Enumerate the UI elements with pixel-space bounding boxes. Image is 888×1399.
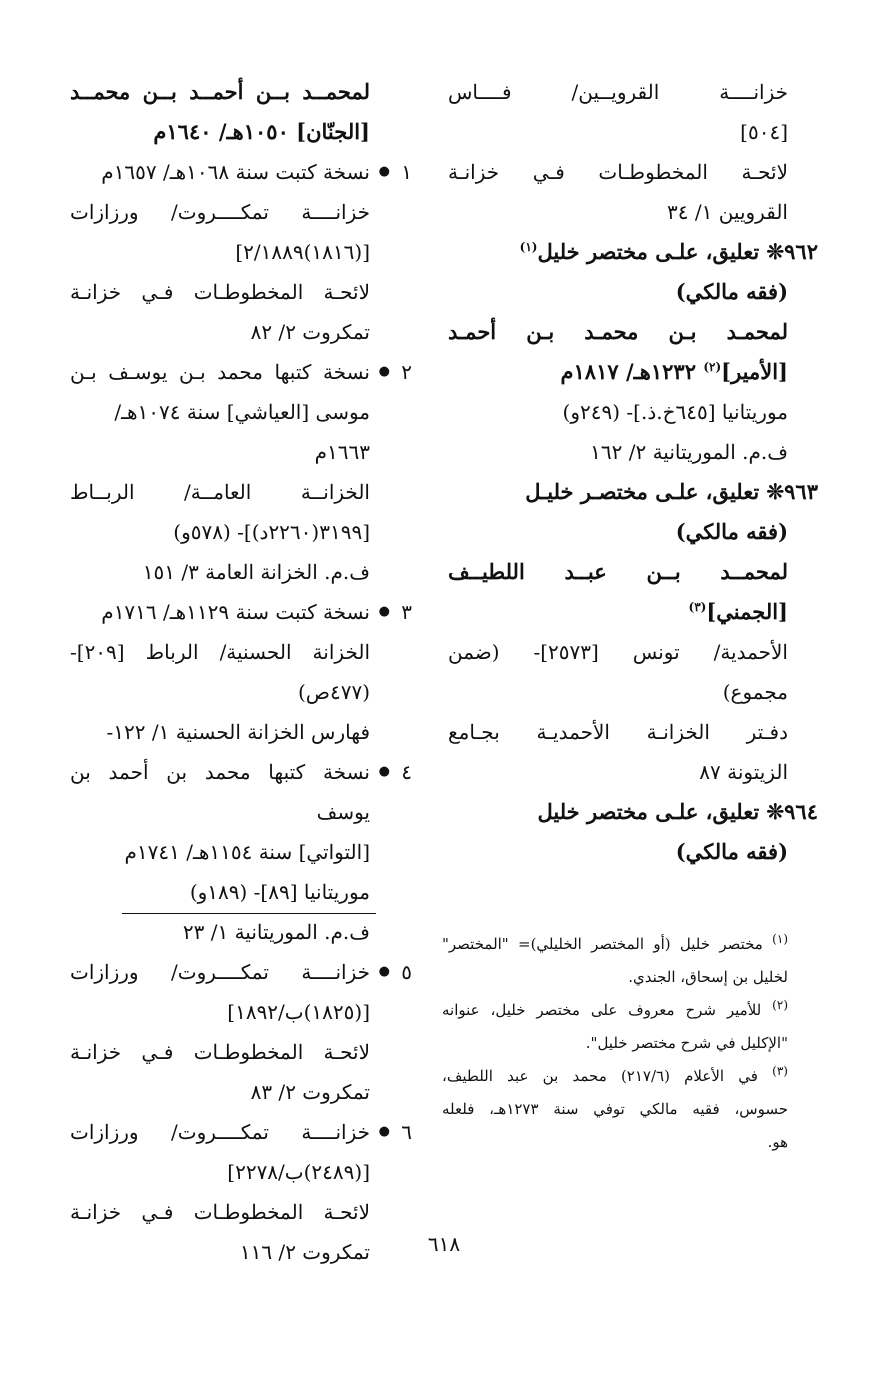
author-name: [الجمني] (706, 599, 788, 624)
line-text: موريتانيا [٨٩]- (١٨٩و) (189, 880, 370, 904)
item-number: ٢ (401, 360, 412, 384)
line-text: [(٢٤٨٩)ب/٢٢٧٨] (227, 1160, 370, 1184)
footnote-mark: (٢) (772, 998, 788, 1012)
text-line (70, 232, 370, 272)
footnote-line (442, 1126, 788, 1159)
line-text: [٣١٩٩(٢٢٦٠د)]- (٥٧٨و) (173, 520, 370, 544)
line-text: نسخة كتبت سنة ١١٢٩هـ/ ١٧١٦م (101, 600, 370, 624)
asterisk-icon: ❊ (766, 479, 785, 504)
bullet-icon: ● (378, 604, 390, 619)
bullet-icon: ● (378, 164, 390, 179)
text-line (70, 1192, 370, 1232)
list-item (70, 752, 412, 952)
footnote-text: هو. (767, 1133, 788, 1151)
text-line (70, 352, 412, 392)
asterisk-icon: ❊ (766, 239, 785, 264)
entry-number: ٩٦٢ (784, 239, 818, 264)
line-text: [(١٨١٦)٢/١٨٨٩] (235, 240, 370, 264)
line-text: الخزانــة العامــة/ الربــاط (70, 480, 370, 504)
right-column (448, 72, 818, 872)
footnote-line (442, 928, 788, 961)
item-number: ٥ (401, 960, 412, 984)
text-line (70, 152, 412, 192)
line-text: موسى [العياشي] سنة ١٠٧٤هـ/ (114, 400, 370, 424)
text-line (70, 592, 412, 632)
footnote-ref: (٣) (688, 600, 707, 614)
text-line (70, 1112, 412, 1152)
entry-location: الأحمدية/ تونس [٢٥٧٣]- (ضمن (448, 640, 788, 664)
line-text: (٤٧٧ص) (297, 680, 370, 704)
entry-reference: دفـتر الخزانـة الأحمديـة بجـامع (448, 720, 788, 744)
entry-title: تعليق، علـى مختصـر خليـل (525, 479, 760, 504)
entry-subject: (فقه مالكي) (675, 279, 788, 304)
footnote-mark: (٣) (772, 1064, 788, 1078)
entry-reference: الزيتونة ٨٧ (699, 760, 788, 784)
entry-subject: (فقه مالكي) (675, 839, 788, 864)
footnote-line (442, 1093, 788, 1126)
footnote-list (442, 928, 788, 1159)
text-line: القرويين ١/ ٣٤ (667, 200, 788, 224)
line-text: نسخة كتبها محمد بن أحمد بن يوسف (70, 760, 370, 824)
entry-subject: (فقه مالكي) (675, 519, 788, 544)
entry-962-heading (478, 232, 818, 272)
list-item (70, 352, 412, 592)
line-text: الخزانة الحسنية/ الرباط [٢٠٩]- (70, 640, 370, 664)
footnote-ref: (٢) (703, 360, 722, 374)
line-text: ١٦٦٣م (314, 440, 370, 464)
footnote-ref: (١) (519, 240, 538, 254)
text-line (70, 712, 370, 752)
list-item (70, 592, 412, 752)
text-line (70, 432, 370, 472)
author-dates: ١٢٣٢هـ/ ١٨١٧م (560, 359, 704, 384)
entry-number: ٩٦٣ (784, 479, 818, 504)
text-line (70, 512, 370, 552)
text-line (70, 392, 370, 432)
footnote-line (442, 994, 788, 1027)
entry-author-name (448, 592, 788, 632)
footnote-text: لخليل بن إسحاق، الجندي. (628, 968, 788, 986)
line-text: ف.م. الخزانة العامة ٣/ ١٥١ (142, 560, 370, 584)
entry-author: لمحمــد بــن أحمــد بــن محمــد (70, 79, 370, 104)
asterisk-icon: ❊ (766, 799, 785, 824)
item-number: ٣ (401, 600, 412, 624)
entry-author: لمحمــد بــن عبــد اللطيــف (448, 559, 788, 584)
text-line (70, 952, 412, 992)
line-text: [(١٨٢٥)ب/١٨٩٢] (227, 1000, 370, 1024)
item-number: ٦ (401, 1120, 412, 1144)
text-line (70, 992, 370, 1032)
bullet-icon: ● (378, 364, 390, 379)
line-text: لائحـة المخطوطـات فـي خزانـة (70, 1200, 370, 1224)
entry-number: ٩٦٤ (784, 799, 818, 824)
entry-reference: ف.م. الموريتانية ٢/ ١٦٢ (590, 440, 788, 464)
author-name: [الأمير] (721, 359, 788, 384)
item-number: ٤ (401, 760, 412, 784)
text-line (70, 872, 370, 912)
footnote-text: للأمير شرح معروف على مختصر خليل، عنوانه (442, 1001, 762, 1019)
line-text: [التواتي] سنة ١١٥٤هـ/ ١٧٤١م (124, 840, 370, 864)
entry-963-heading (478, 472, 818, 512)
line-text: تمكروت ٢/ ١١٦ (239, 1240, 370, 1264)
text-line (70, 632, 370, 672)
line-text: ف.م. الموريتانية ١/ ٢٣ (182, 920, 370, 944)
footnotes (442, 928, 788, 1159)
footnote-text: مختصر خليل (أو المختصر الخليلي)= "المختصر" (442, 935, 763, 953)
line-text: نسخة كتبت سنة ١٠٦٨هـ/ ١٦٥٧م (101, 160, 370, 184)
text-line (70, 672, 370, 712)
text-line (70, 752, 412, 832)
footnote-mark: (١) (772, 932, 788, 946)
line-text: تمكروت ٢/ ٨٣ (250, 1080, 370, 1104)
footnote-line (442, 961, 788, 994)
entry-964-heading (478, 792, 818, 832)
entry-author: لمحمـد بـن محمـد بـن أحمـد (448, 319, 788, 344)
text-line (70, 472, 370, 512)
line-text: لائحـة المخطوطـات فـي خزانـة (70, 280, 370, 304)
line-text: نسخة كتبها محمد بـن يوسـف بـن (70, 360, 370, 384)
item-number: ١ (401, 160, 412, 184)
text-line: [٥٠٤] (740, 120, 788, 144)
line-text: خزانــــة تمكــــروت/ ورزازات (70, 1120, 370, 1144)
text-line (70, 1072, 370, 1112)
line-text: تمكروت ٢/ ٨٢ (250, 320, 370, 344)
entry-location: مجموع) (722, 680, 788, 704)
text-line: لائحـة المخطوطـات فـي خزانـة (448, 160, 788, 184)
list-item (70, 952, 412, 1112)
bullet-icon: ● (378, 964, 390, 979)
bullet-icon: ● (378, 1124, 390, 1139)
footnote-line (442, 1060, 788, 1093)
text-line (70, 912, 370, 952)
footnote-line (442, 1027, 788, 1060)
text-line (70, 1152, 370, 1192)
line-text: لائحـة المخطوطـات فـي خزانـة (70, 1040, 370, 1064)
copies-list (70, 152, 412, 1272)
entry-author-dates: [الجنّان] ١٠٥٠هـ/ ١٦٤٠م (153, 119, 370, 144)
list-item (70, 152, 412, 352)
text-line (70, 1032, 370, 1072)
entry-title: تعليق، علـى مختصر خليل (537, 239, 760, 264)
entry-location: موريتانيا [٦٤٥خ.ذ.]- (٢٤٩و) (562, 400, 788, 424)
footnote-text: حسوس، فقيه مالكي توفي سنة ١٢٧٣هـ، فلعله (442, 1100, 789, 1118)
entry-title: تعليق، علـى مختصر خليل (537, 799, 760, 824)
bullet-icon: ● (378, 764, 390, 779)
text-line: خزانــــة القرويــين/ فــــاس (448, 80, 788, 104)
text-line (70, 192, 370, 232)
left-column (70, 72, 412, 1272)
line-text: خزانــــة تمكــــروت/ ورزازات (70, 960, 370, 984)
footnote-separator (122, 913, 376, 914)
line-text: خزانــــة تمكــــروت/ ورزازات (70, 200, 370, 224)
line-text: فهارس الخزانة الحسنية ١/ ١٢٢- (106, 720, 370, 744)
footnote-text: في الأعلام (٢١٧/٦) محمد بن عبد اللطيف، (442, 1067, 758, 1085)
entry-author-dates (448, 352, 788, 392)
text-line (70, 272, 370, 312)
text-line (70, 312, 370, 352)
footnote-text: "الإكليل في شرح مختصر خليل". (585, 1034, 788, 1052)
text-line (70, 552, 370, 592)
page-number: ٦١٨ (427, 1232, 461, 1256)
text-line (70, 832, 370, 872)
